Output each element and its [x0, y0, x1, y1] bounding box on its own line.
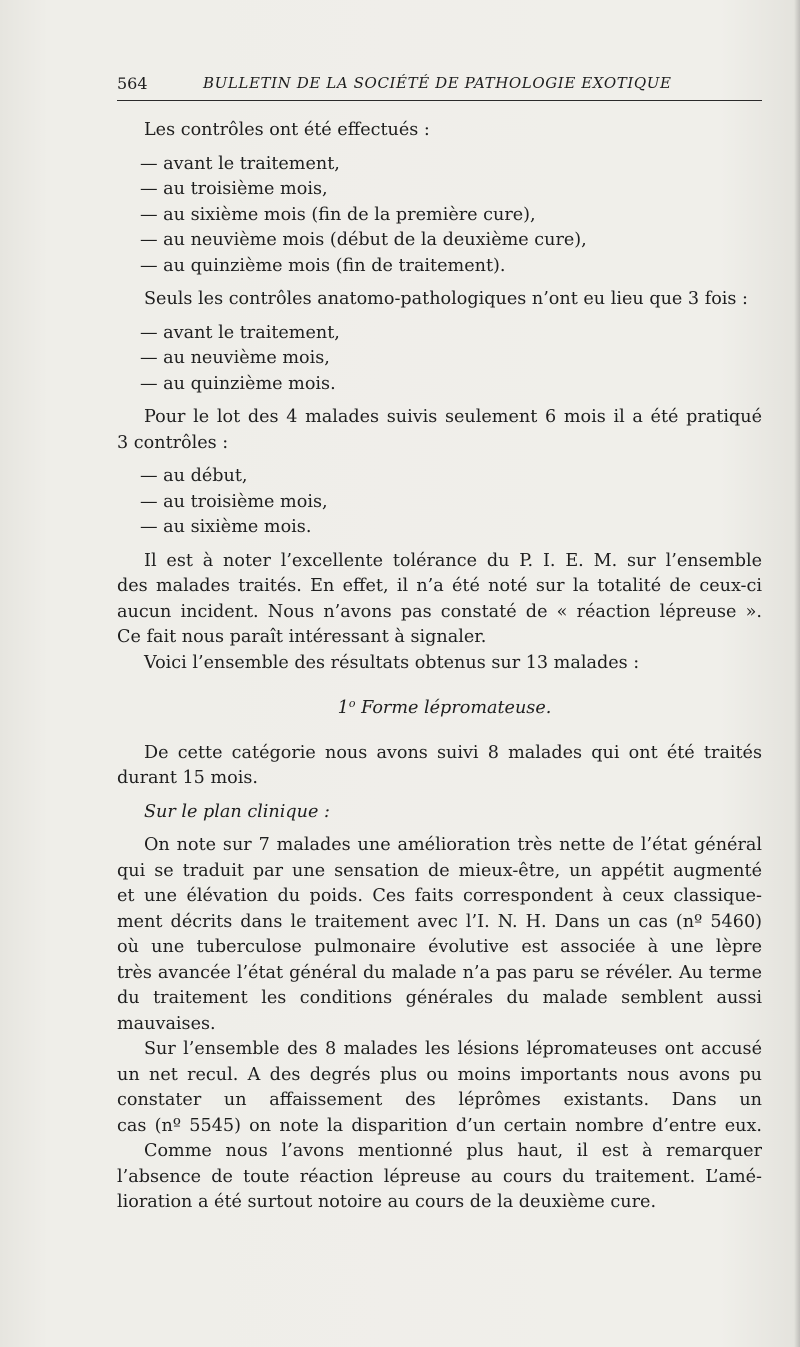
- controls-intro: Les contrôles ont été effectués :: [144, 120, 430, 140]
- section-title-text: Forme lépromateuse.: [355, 698, 552, 718]
- header-rule: [117, 100, 762, 101]
- list-item: — au quinzième mois (fin de traitement).: [140, 255, 506, 276]
- paragraph-line: du traitement les conditions générales du malade semblent aussi: [117, 988, 762, 1008]
- results-line: Voici l’ensemble des résultats obtenus sur 13 malades :: [144, 652, 640, 673]
- list-item: — au quinzième mois.: [140, 373, 336, 394]
- paragraph-line: Comme nous l’avons mentionné plus haut, il est à remarquer: [144, 1141, 762, 1161]
- paragraph-line: lioration a été surtout notoire au cours de la deuxième cure.: [117, 1192, 657, 1212]
- section-ordinal: o: [348, 697, 356, 710]
- paragraph-line: où une tuberculose pulmonaire évolutive est associée à une lèpre: [117, 937, 762, 957]
- paragraph-line: Ce fait nous paraît intéressant à signaler.: [117, 627, 487, 647]
- body-text: [117, 118, 762, 1216]
- paragraph-line: durant 15 mois.: [117, 768, 258, 788]
- paragraph-line: et une élévation du poids. Ces faits correspondent à ceux classique-: [117, 886, 762, 906]
- list-item: — au troisième mois,: [140, 491, 328, 512]
- paragraph-line: des malades traités. En effet, il n’a été noté sur la totalité de ceux-ci: [117, 576, 762, 596]
- list-item: — au début,: [140, 466, 248, 486]
- paragraph-line: ment décrits dans le traitement avec l’I. N. H. Dans un cas (nº 5460): [117, 911, 762, 932]
- page-edge-shadow: [794, 0, 800, 1347]
- paragraph-line: Il est à noter l’excellente tolérance du P. I. E. M. sur l’ensemble: [144, 550, 762, 571]
- subheading: Sur le plan clinique :: [144, 801, 330, 822]
- paragraph-line: aucun incident. Nous n’avons pas constaté de « réaction lépreuse ».: [117, 601, 762, 622]
- paragraph-line: un net recul. A des degrés plus ou moins importants nous avons pu: [117, 1064, 762, 1085]
- list-item: — au sixième mois (fin de la première cure),: [140, 204, 536, 225]
- list-item: — au troisième mois,: [140, 179, 328, 199]
- paragraph-line: cas (nº 5545) on note la disparition d’un certain nombre d’entre eux.: [117, 1115, 762, 1136]
- list-item: — avant le traitement,: [140, 153, 340, 174]
- list-item: — avant le traitement,: [140, 322, 340, 343]
- list-item: — au sixième mois.: [140, 517, 312, 537]
- paragraph-line: De cette catégorie nous avons suivi 8 malades qui ont été traités: [144, 742, 762, 763]
- section-number: 1: [337, 698, 349, 718]
- running-header: [117, 74, 762, 96]
- list-item: — au neuvième mois,: [140, 348, 330, 368]
- list-item: — au neuvième mois (début de la deuxième cure),: [140, 230, 587, 250]
- paragraph-line: constater un affaissement des léprômes existants. Dans un: [117, 1090, 762, 1110]
- paragraph-line: On note sur 7 malades une amélioration très nette de l’état général: [144, 835, 762, 855]
- anatomo-intro: Seuls les contrôles anatomo-pathologiques n’ont eu lieu que 3 fois :: [144, 289, 748, 309]
- section-title: [117, 691, 762, 717]
- paragraph-line: Pour le lot des 4 malades suivis seulement 6 mois il a été pratiqué: [144, 407, 762, 427]
- running-title: BULLETIN DE LA SOCIÉTÉ DE PATHOLOGIE EXOTIQUE: [203, 74, 672, 92]
- paragraph-line: mauvaises.: [117, 1013, 216, 1034]
- page-number: 564: [117, 74, 148, 93]
- paragraph-line: qui se traduit par une sensation de mieux-être, un appétit augmenté: [117, 860, 762, 881]
- paragraph-line: l’absence de toute réaction lépreuse au cours du traitement. L’amé-: [117, 1166, 762, 1187]
- paragraph-line: 3 contrôles :: [117, 432, 229, 453]
- paragraph-line: très avancée l’état général du malade n’a pas paru se révéler. Au terme: [117, 962, 762, 983]
- paragraph-line: Sur l’ensemble des 8 malades les lésions lépromateuses ont accusé: [144, 1039, 762, 1059]
